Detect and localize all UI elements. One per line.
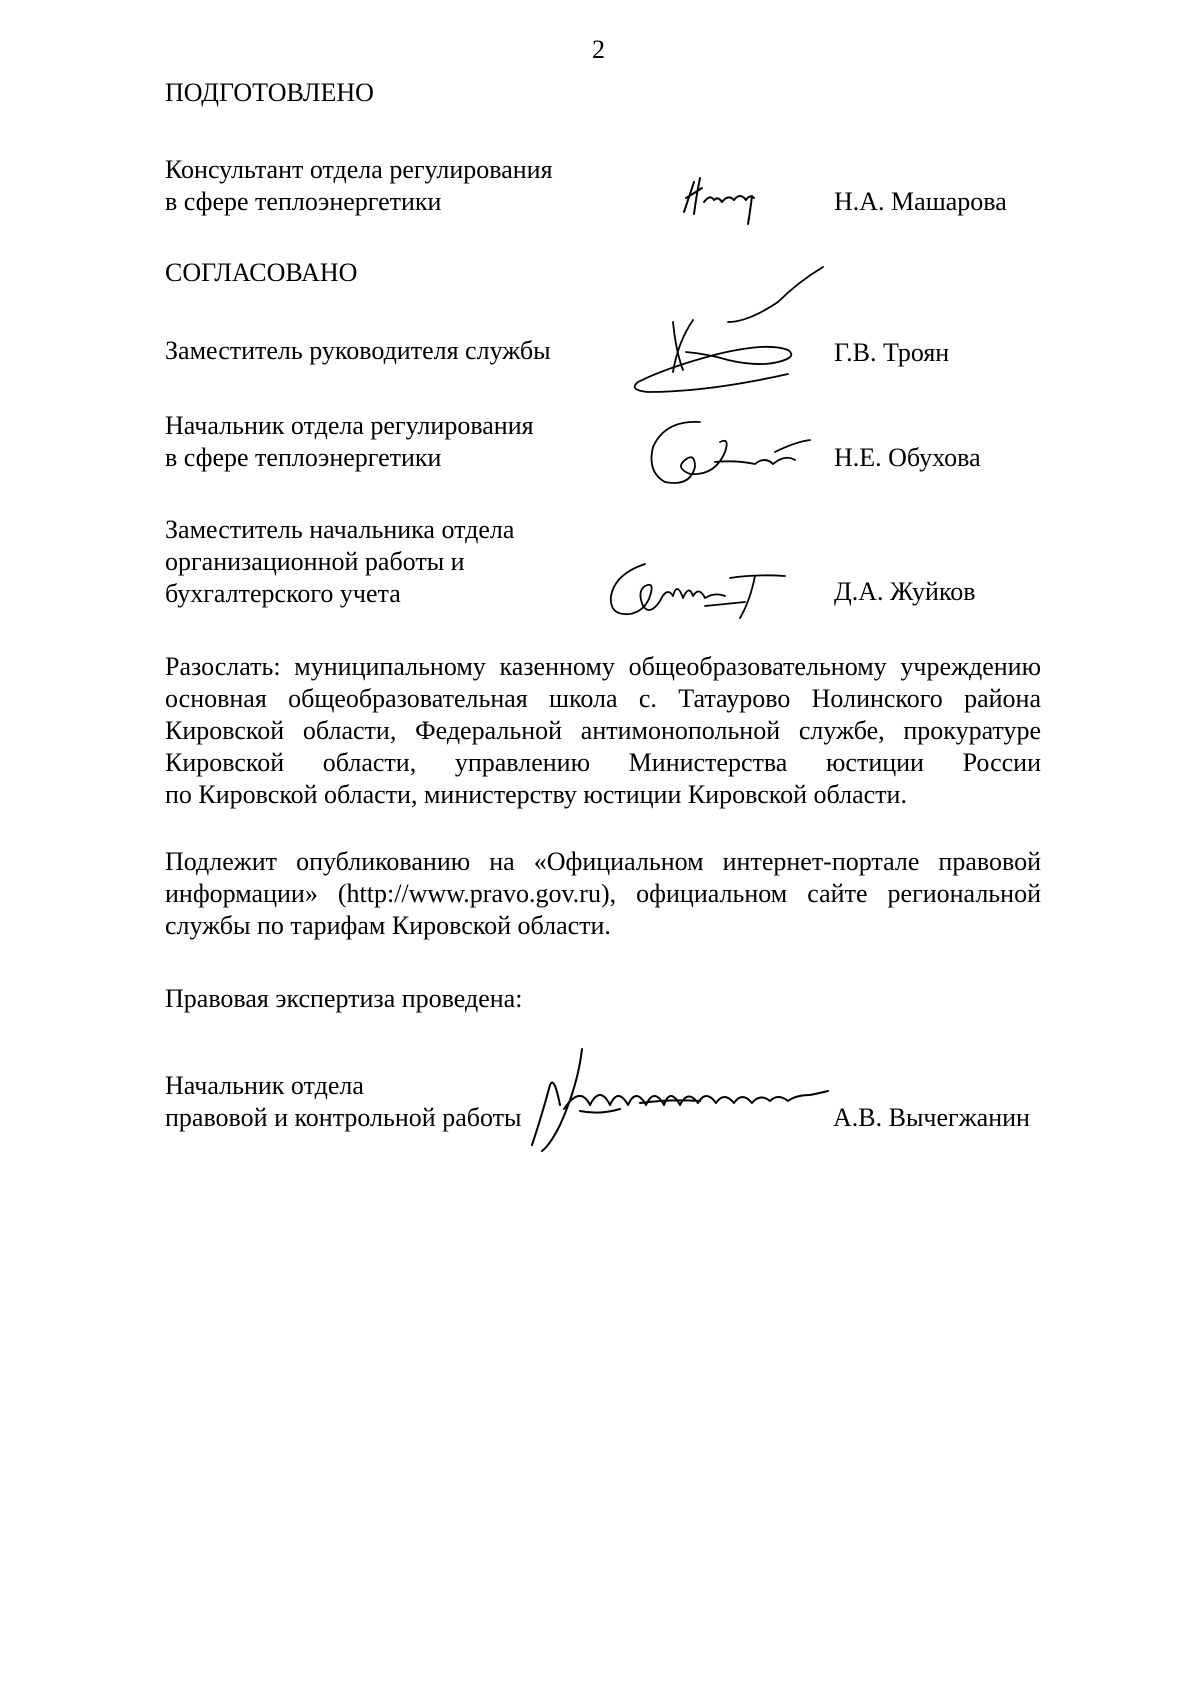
position-line: в сфере теплоэнергетики: [165, 187, 442, 216]
distribution-line: Разослать: муниципальному казенному общеобразовательному учреждению: [165, 652, 1041, 681]
publication-line: службы по тарифам Кировской области.: [165, 911, 611, 940]
position-line: в сфере теплоэнергетики: [165, 443, 442, 472]
signer-position: [165, 410, 534, 474]
legal-review-position: [165, 1070, 521, 1134]
position-line: организационной работы и: [165, 547, 465, 576]
signer-position: [165, 514, 514, 610]
signer-position: [165, 335, 551, 367]
signer-name: Н.Е. Обухова: [834, 443, 981, 472]
publication-line: информации» (http://www.pravo.gov.ru), официальном сайте региональной: [165, 879, 1041, 908]
prepared-position: [165, 154, 553, 218]
signer-name: Г.В. Троян: [834, 338, 950, 367]
position-line: бухгалтерского учета: [165, 579, 401, 608]
agreed-heading: СОГЛАСОВАНО: [165, 258, 358, 287]
signer-name: Д.А. Жуйков: [834, 577, 976, 606]
signature-vychegzhanin: [520, 1045, 830, 1155]
distribution-line: по Кировской области, министерству юстиции Кировской области.: [165, 780, 907, 809]
signature-zhuikov: [605, 556, 795, 626]
distribution-line: Кировской области, Федеральной антимонопольной службе, прокуратуре: [165, 716, 1041, 745]
legal-review-statement: Правовая экспертиза проведена:: [165, 984, 523, 1013]
position-line: Начальник отдела: [165, 1071, 364, 1100]
page-number: 2: [592, 35, 605, 64]
legal-review-name: А.В. Вычегжанин: [833, 1103, 1030, 1132]
publication-line: Подлежит опубликованию на «Официальном интернет-портале правовой: [165, 847, 1041, 876]
distribution-line: основная общеобразовательная школа с. Татаурово Нолинского района: [165, 684, 1041, 713]
signature-troyan: [628, 262, 828, 402]
distribution-line: Кировской области, управлению Министерства юстиции России: [165, 748, 1041, 777]
position-line: правовой и контрольной работы: [165, 1103, 522, 1132]
position-line: Консультант отдела регулирования: [165, 155, 553, 184]
prepared-name: Н.А. Машарова: [834, 187, 1007, 216]
position-line: Заместитель начальника отдела: [165, 515, 515, 544]
prepared-heading: ПОДГОТОВЛЕНО: [165, 78, 374, 107]
signature-masharova: [680, 170, 780, 230]
signature-obukhova: [645, 412, 815, 492]
publication-paragraph: [165, 846, 1041, 942]
position-line: Начальник отдела регулирования: [165, 411, 534, 440]
position-line: Заместитель руководителя службы: [165, 336, 551, 365]
distribution-paragraph: [165, 651, 1041, 811]
